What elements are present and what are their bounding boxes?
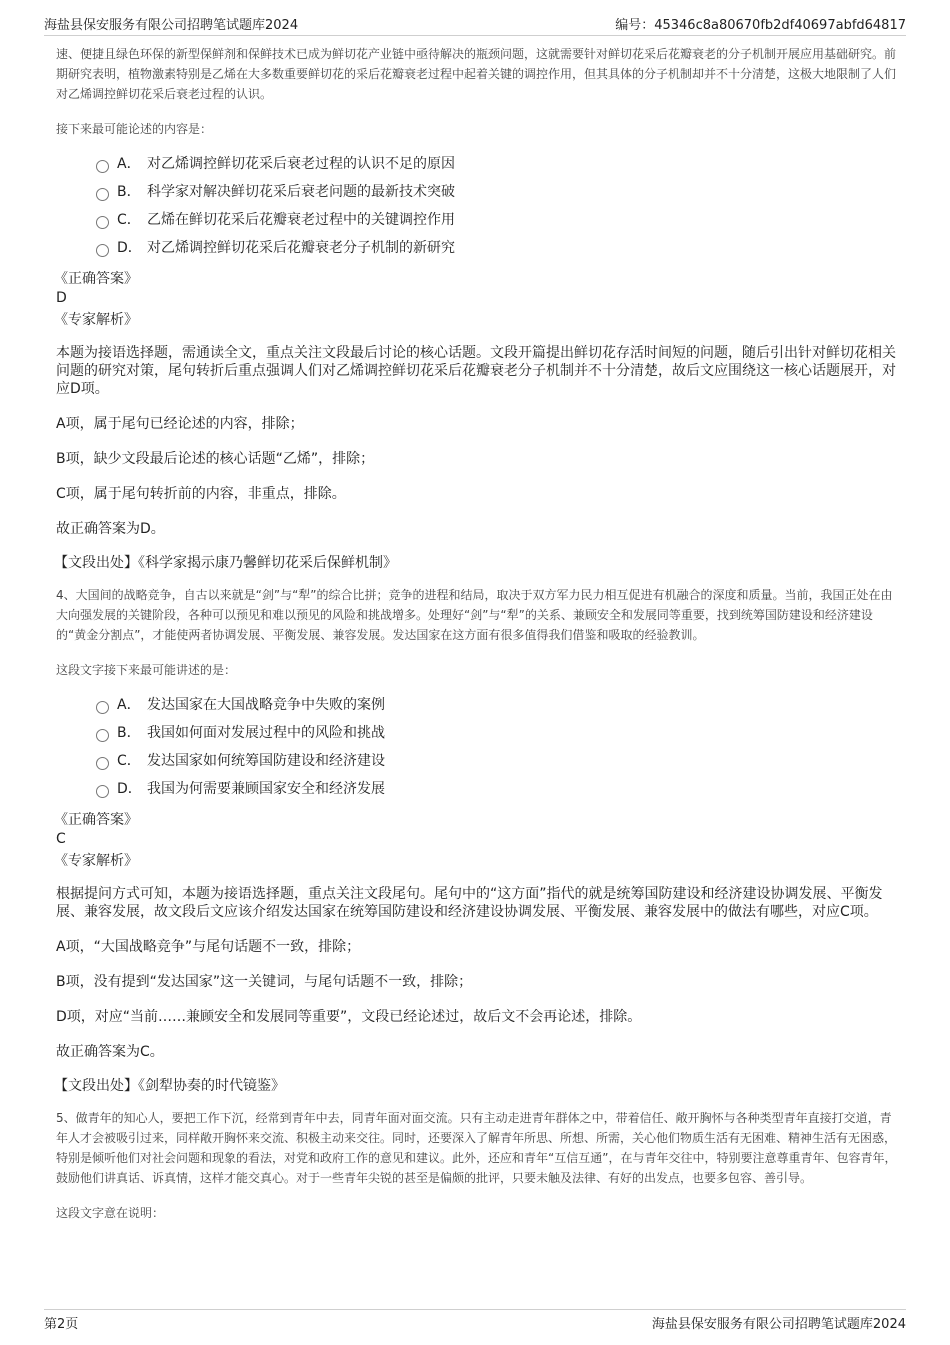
q3-source: 【文段出处】《科学家揭示康乃馨鲜切花采后保鲜机制》: [54, 555, 397, 571]
q4-note-b: B项，没有提到“发达国家”这一关键词，与尾句话题不一致，排除；: [56, 974, 473, 990]
q4-analysis: 根据提问方式可知，本题为接语选择题，重点关注文段尾句。尾句中的“这方面”指代的就是统筹国防建设和经济建设协调发展、平衡发展、兼容发展，故文段后文应该介绍发达国家在统筹国防建设和经济建设协调发展、平衡发展、兼容发展中的做法有哪些，对应C项。: [56, 886, 883, 920]
radio-icon[interactable]: [96, 729, 109, 742]
radio-icon[interactable]: [96, 216, 109, 229]
q4-option-b[interactable]: [96, 718, 898, 746]
q4-option-c[interactable]: [96, 746, 898, 774]
q3-conclusion: 故正确答案为D。: [56, 521, 165, 537]
option-text: 我国为何需要兼顾国家安全和经济发展: [147, 781, 385, 797]
q4-conclusion: 故正确答案为C。: [56, 1044, 164, 1060]
q3-analysis: 本题为接语选择题，需通读全文，重点关注文段最后讨论的核心话题。文段开篇提出鲜切花存活时间短的问题，随后引出针对鲜切花相关问题的研究对策，尾句转折后重点强调人们对乙烯调控鲜切花采后花瓣衰老分子机制并不十分清楚，故后文应围绕这一核心话题展开，对应D项。: [56, 345, 896, 397]
option-text: 科学家对解决鲜切花采后衰老问题的最新技术突破: [147, 184, 455, 200]
q5-prompt: 这段文字意在说明：: [56, 1206, 165, 1220]
option-letter: D．: [117, 781, 142, 797]
q3-answer-label: 《正确答案》: [54, 271, 138, 287]
footer-divider: [44, 1309, 906, 1310]
q3-option-c[interactable]: [96, 205, 898, 233]
q3-option-a[interactable]: [96, 149, 898, 177]
q4-note-a: A项，“大国战略竞争”与尾句话题不一致，排除；: [56, 939, 361, 955]
q4-analysis-label: 《专家解析》: [54, 853, 138, 869]
option-letter: B．: [117, 725, 141, 741]
q3-answer: D: [56, 290, 67, 306]
option-letter: A．: [117, 697, 141, 713]
radio-icon[interactable]: [96, 785, 109, 798]
radio-icon[interactable]: [96, 160, 109, 173]
option-letter: D．: [117, 240, 142, 256]
option-letter: B．: [117, 184, 141, 200]
q3-passage: 速、便捷且绿色环保的新型保鲜剂和保鲜技术已成为鲜切花产业链中亟待解决的瓶颈问题，这就需要针对鲜切花采后花瓣衰老的分子机制开展应用基础研究。前期研究表明，植物激素特别是乙烯在大多数重要鲜切花的采后花瓣衰老过程中起着关键的调控作用，但其具体的分子机制却并不十分清楚，这极大地限制了人们对乙烯调控鲜切花采后衰老过程的认识。: [56, 47, 897, 101]
option-letter: C．: [117, 212, 141, 228]
option-text: 对乙烯调控鲜切花采后花瓣衰老分子机制的新研究: [147, 240, 455, 256]
radio-icon[interactable]: [96, 188, 109, 201]
q5-passage: 5、做青年的知心人，要把工作下沉，经常到青年中去，同青年面对面交流。只有主动走进青年群体之中，带着信任、敞开胸怀与各种类型青年直接打交道，青年人才会被吸引过来，同样敞开胸怀来交流、积极主动来交往。同时，还要深入了解青年所思、所想、所需，关心他们物质生活有无困难、精神生活有无困惑，特别是倾听他们对社会问题和现象的看法，对党和政府工作的意见和建议。此外，还应和青年“互信互通”，在与青年交往中，特别要注意尊重青年、包容青年，鼓励他们讲真话、诉真情，这样才能交真心。对于一些青年尖锐的甚至是偏颇的批评，只要未触及法律、有好的出发点，也要多包容、善引导。: [56, 1111, 897, 1185]
q3-options: [96, 149, 898, 261]
q3-analysis-label: 《专家解析》: [54, 312, 138, 328]
header-code: 编号：45346c8a80670fb2df40697abfd64817: [615, 18, 906, 33]
option-text: 对乙烯调控鲜切花采后衰老过程的认识不足的原因: [147, 156, 455, 172]
q4-option-d[interactable]: [96, 774, 898, 802]
page-header: [44, 14, 906, 34]
radio-icon[interactable]: [96, 244, 109, 257]
q3-option-d[interactable]: [96, 233, 898, 261]
q4-passage: 4、大国间的战略竞争，自古以来就是“剑”与“犁”的综合比拼；竞争的进程和结局，取决于双方军力民力相互促进有机融合的深度和质量。当前，我国正处在由大向强发展的关键阶段，各种可以预见和难以预见的风险和挑战增多。处理好“剑”与“犁”的关系、兼顾安全和发展同等重要，找到统筹国防建设和经济建设的“黄金分割点”，才能使两者协调发展、平衡发展、兼容发展。发达国家在这方面有很多值得我们借鉴和吸取的经验教训。: [56, 588, 893, 642]
q3-note-a: A项，属于尾句已经论述的内容，排除；: [56, 416, 304, 432]
q4-note-d: D项，对应“当前……兼顾安全和发展同等重要”，文段已经论述过，故后文不会再论述，排除。: [56, 1009, 642, 1025]
q3-option-b[interactable]: [96, 177, 898, 205]
header-divider: [44, 35, 906, 36]
page-content: [56, 44, 898, 1233]
q4-prompt: 这段文字接下来最可能讲述的是：: [56, 663, 237, 677]
radio-icon[interactable]: [96, 701, 109, 714]
q3-prompt: 接下来最可能论述的内容是：: [56, 122, 213, 136]
page-number: 第2页: [44, 1317, 79, 1332]
option-text: 乙烯在鲜切花采后花瓣衰老过程中的关键调控作用: [147, 212, 455, 228]
q4-options: [96, 690, 898, 802]
header-title: 海盐县保安服务有限公司招聘笔试题库2024: [44, 18, 299, 33]
q3-note-b: B项，缺少文段最后论述的核心话题“乙烯”，排除；: [56, 451, 375, 467]
q3-note-c: C项，属于尾句转折前的内容，非重点，排除。: [56, 486, 346, 502]
q4-source: 【文段出处】《剑犁协奏的时代镜鉴》: [54, 1078, 285, 1094]
footer-title: 海盐县保安服务有限公司招聘笔试题库2024: [651, 1317, 906, 1332]
option-letter: A．: [117, 156, 141, 172]
q4-answer: C: [56, 831, 66, 847]
option-letter: C．: [117, 753, 141, 769]
q4-answer-label: 《正确答案》: [54, 812, 138, 828]
option-text: 发达国家如何统筹国防建设和经济建设: [147, 753, 385, 769]
radio-icon[interactable]: [96, 757, 109, 770]
option-text: 我国如何面对发展过程中的风险和挑战: [147, 725, 385, 741]
q4-option-a[interactable]: [96, 690, 898, 718]
option-text: 发达国家在大国战略竞争中失败的案例: [147, 697, 385, 713]
page-footer: [44, 1313, 906, 1333]
